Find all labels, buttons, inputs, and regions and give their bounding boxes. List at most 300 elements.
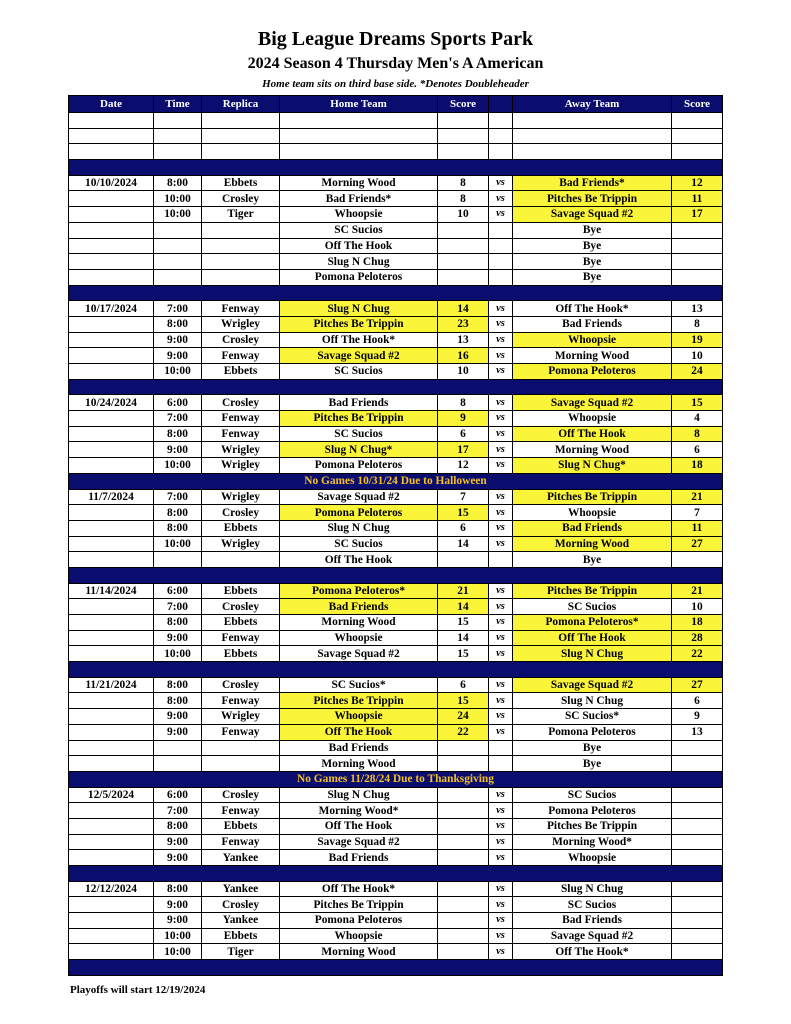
cell-vs: vs — [489, 615, 513, 631]
cell-away-score: 12 — [672, 175, 723, 191]
cell-date — [69, 458, 154, 474]
cell-home-team: Whoopsie — [280, 928, 438, 944]
cell-date — [69, 834, 154, 850]
separator-cell — [69, 285, 723, 301]
cell-home-score: 12 — [438, 458, 489, 474]
cell-away-score: 8 — [672, 426, 723, 442]
cell-away-team: Slug N Chug — [513, 693, 672, 709]
game-row — [69, 615, 723, 631]
cell-replica: Crosley — [202, 787, 280, 803]
cell-date — [69, 520, 154, 536]
cell-date — [69, 928, 154, 944]
bye-row — [69, 756, 723, 772]
game-row — [69, 489, 723, 505]
cell-away-score: 27 — [672, 536, 723, 552]
cell-away-team: Bad Friends* — [513, 175, 672, 191]
cell-home-team: Savage Squad #2 — [280, 646, 438, 662]
cell-time: 10:00 — [154, 458, 202, 474]
cell-time: 10:00 — [154, 944, 202, 960]
cell-replica — [202, 269, 280, 285]
cell-vs: vs — [489, 850, 513, 866]
cell-home-score: 22 — [438, 724, 489, 740]
cell-vs: vs — [489, 348, 513, 364]
cell-home-score — [438, 740, 489, 756]
blank-row — [69, 128, 723, 144]
cell-time: 9:00 — [154, 850, 202, 866]
cell-away-score: 7 — [672, 505, 723, 521]
cell-home-team: Slug N Chug — [280, 301, 438, 317]
cell-home-team: Pitches Be Trippin — [280, 316, 438, 332]
cell-home-score: 15 — [438, 646, 489, 662]
cell-replica: Ebbets — [202, 818, 280, 834]
cell-time: 6:00 — [154, 787, 202, 803]
cell-home-team: Savage Squad #2 — [280, 834, 438, 850]
cell-home-team: SC Sucios* — [280, 677, 438, 693]
cell-home-score: 10 — [438, 364, 489, 380]
cell-home-team: Pitches Be Trippin — [280, 411, 438, 427]
cell-vs: vs — [489, 191, 513, 207]
cell-away-score — [672, 113, 723, 129]
cell-replica: Fenway — [202, 834, 280, 850]
cell-time: 9:00 — [154, 630, 202, 646]
cell-date — [69, 128, 154, 144]
game-row — [69, 599, 723, 615]
cell-home-score — [438, 128, 489, 144]
cell-away-team: Bad Friends — [513, 913, 672, 929]
cell-home-team: Pomona Peloteros* — [280, 583, 438, 599]
separator-row — [69, 160, 723, 176]
cell-vs: vs — [489, 818, 513, 834]
cell-time: 7:00 — [154, 489, 202, 505]
cell-time: 9:00 — [154, 897, 202, 913]
cell-home-score — [438, 944, 489, 960]
cell-away-team: Savage Squad #2 — [513, 928, 672, 944]
cell-home-team — [280, 128, 438, 144]
cell-replica: Ebbets — [202, 615, 280, 631]
cell-home-score: 6 — [438, 520, 489, 536]
cell-time: 8:00 — [154, 881, 202, 897]
cell-date: 10/10/2024 — [69, 175, 154, 191]
cell-replica: Wrigley — [202, 709, 280, 725]
cell-vs — [489, 144, 513, 160]
cell-away-team: Bad Friends — [513, 316, 672, 332]
cell-away-team: SC Sucios — [513, 599, 672, 615]
cell-home-score — [438, 144, 489, 160]
game-row — [69, 411, 723, 427]
cell-replica: Crosley — [202, 897, 280, 913]
game-row — [69, 818, 723, 834]
cell-time — [154, 740, 202, 756]
footer-note: Playoffs will start 12/19/2024 — [70, 984, 206, 996]
cell-away-score: 24 — [672, 364, 723, 380]
cell-time: 10:00 — [154, 207, 202, 223]
cell-replica — [202, 238, 280, 254]
bye-row — [69, 254, 723, 270]
game-row — [69, 677, 723, 693]
cell-date — [69, 646, 154, 662]
cell-replica: Crosley — [202, 505, 280, 521]
col-header-away-team: Away Team — [513, 96, 672, 113]
cell-home-team: Morning Wood — [280, 756, 438, 772]
cell-date — [69, 411, 154, 427]
cell-vs: vs — [489, 944, 513, 960]
bye-row — [69, 552, 723, 568]
cell-vs — [489, 254, 513, 270]
cell-away-score: 27 — [672, 677, 723, 693]
cell-vs — [489, 113, 513, 129]
separator-row — [69, 567, 723, 583]
cell-replica: Ebbets — [202, 583, 280, 599]
cell-home-score — [438, 269, 489, 285]
cell-away-score — [672, 928, 723, 944]
cell-away-team: Bad Friends — [513, 520, 672, 536]
game-row — [69, 724, 723, 740]
cell-away-team: Pomona Peloteros — [513, 724, 672, 740]
cell-away-team: Savage Squad #2 — [513, 395, 672, 411]
cell-date — [69, 269, 154, 285]
cell-vs: vs — [489, 316, 513, 332]
cell-vs: vs — [489, 803, 513, 819]
cell-away-team — [513, 128, 672, 144]
cell-time — [154, 254, 202, 270]
cell-replica: Fenway — [202, 426, 280, 442]
game-row — [69, 505, 723, 521]
game-row — [69, 646, 723, 662]
cell-away-score — [672, 144, 723, 160]
cell-away-team: Bye — [513, 238, 672, 254]
cell-date — [69, 818, 154, 834]
cell-time: 10:00 — [154, 191, 202, 207]
cell-away-score: 6 — [672, 693, 723, 709]
cell-home-score — [438, 834, 489, 850]
cell-time — [154, 269, 202, 285]
cell-vs: vs — [489, 505, 513, 521]
cell-date — [69, 207, 154, 223]
cell-date — [69, 113, 154, 129]
cell-replica: Fenway — [202, 724, 280, 740]
col-header-home-score: Score — [438, 96, 489, 113]
separator-row — [69, 285, 723, 301]
game-row — [69, 301, 723, 317]
cell-away-score: 22 — [672, 646, 723, 662]
cell-home-score: 13 — [438, 332, 489, 348]
cell-home-score: 15 — [438, 693, 489, 709]
cell-away-score: 11 — [672, 520, 723, 536]
cell-date: 12/12/2024 — [69, 881, 154, 897]
cell-away-score — [672, 756, 723, 772]
cell-vs: vs — [489, 928, 513, 944]
cell-away-team: Off The Hook — [513, 426, 672, 442]
cell-away-team: Pitches Be Trippin — [513, 191, 672, 207]
schedule-body — [69, 113, 723, 976]
cell-vs: vs — [489, 442, 513, 458]
cell-replica — [202, 144, 280, 160]
game-row — [69, 834, 723, 850]
cell-date — [69, 552, 154, 568]
cell-away-team: Pomona Peloteros — [513, 803, 672, 819]
cell-replica — [202, 254, 280, 270]
cell-home-team: Bad Friends — [280, 850, 438, 866]
game-row — [69, 913, 723, 929]
cell-replica: Fenway — [202, 301, 280, 317]
cell-home-team: Pitches Be Trippin — [280, 693, 438, 709]
cell-away-team: Bye — [513, 269, 672, 285]
cell-away-team: Pitches Be Trippin — [513, 583, 672, 599]
separator-cell — [69, 960, 723, 976]
cell-date — [69, 724, 154, 740]
cell-away-team: Slug N Chug* — [513, 458, 672, 474]
cell-away-team — [513, 113, 672, 129]
cell-away-team: Off The Hook* — [513, 944, 672, 960]
cell-vs: vs — [489, 646, 513, 662]
cell-time: 7:00 — [154, 599, 202, 615]
col-header-time: Time — [154, 96, 202, 113]
cell-time: 6:00 — [154, 395, 202, 411]
cell-home-score — [438, 818, 489, 834]
cell-time: 8:00 — [154, 505, 202, 521]
cell-home-score — [438, 850, 489, 866]
bye-row — [69, 269, 723, 285]
cell-away-score — [672, 913, 723, 929]
game-row — [69, 583, 723, 599]
cell-away-team: Whoopsie — [513, 332, 672, 348]
cell-time: 10:00 — [154, 646, 202, 662]
cell-date — [69, 897, 154, 913]
cell-home-score: 9 — [438, 411, 489, 427]
cell-away-score: 10 — [672, 348, 723, 364]
cell-vs — [489, 269, 513, 285]
game-row — [69, 693, 723, 709]
cell-home-score: 14 — [438, 536, 489, 552]
cell-time: 9:00 — [154, 442, 202, 458]
cell-replica: Fenway — [202, 348, 280, 364]
cell-time: 8:00 — [154, 677, 202, 693]
separator-cell — [69, 866, 723, 882]
cell-home-team: Morning Wood — [280, 944, 438, 960]
blank-row — [69, 144, 723, 160]
cell-home-score — [438, 803, 489, 819]
cell-time: 8:00 — [154, 818, 202, 834]
cell-time — [154, 238, 202, 254]
game-row — [69, 787, 723, 803]
cell-home-score: 14 — [438, 630, 489, 646]
cell-home-team: SC Sucios — [280, 426, 438, 442]
cell-away-team: Morning Wood — [513, 348, 672, 364]
cell-time: 9:00 — [154, 724, 202, 740]
cell-home-team: Bad Friends — [280, 740, 438, 756]
col-header-replica: Replica — [202, 96, 280, 113]
cell-vs: vs — [489, 897, 513, 913]
cell-time — [154, 128, 202, 144]
cell-date — [69, 693, 154, 709]
cell-home-team: SC Sucios — [280, 364, 438, 380]
cell-home-team: Slug N Chug — [280, 787, 438, 803]
cell-away-score: 10 — [672, 599, 723, 615]
cell-time — [154, 144, 202, 160]
cell-replica — [202, 756, 280, 772]
cell-date — [69, 191, 154, 207]
cell-time: 10:00 — [154, 364, 202, 380]
cell-time: 8:00 — [154, 175, 202, 191]
separator-row — [69, 379, 723, 395]
cell-away-team: SC Sucios — [513, 787, 672, 803]
cell-away-team: Morning Wood* — [513, 834, 672, 850]
cell-home-team: Bad Friends* — [280, 191, 438, 207]
cell-time: 8:00 — [154, 316, 202, 332]
cell-replica — [202, 740, 280, 756]
cell-away-team: Bye — [513, 222, 672, 238]
cell-home-team — [280, 113, 438, 129]
cell-away-score: 21 — [672, 489, 723, 505]
game-row — [69, 944, 723, 960]
cell-home-score: 15 — [438, 615, 489, 631]
cell-date: 11/7/2024 — [69, 489, 154, 505]
game-row — [69, 536, 723, 552]
cell-replica: Crosley — [202, 677, 280, 693]
cell-home-score — [438, 928, 489, 944]
cell-home-score: 14 — [438, 301, 489, 317]
cell-home-score — [438, 897, 489, 913]
cell-vs — [489, 128, 513, 144]
game-row — [69, 395, 723, 411]
cell-replica: Ebbets — [202, 175, 280, 191]
cell-away-team: Whoopsie — [513, 411, 672, 427]
cell-vs — [489, 222, 513, 238]
cell-away-team: Bye — [513, 552, 672, 568]
cell-home-team: Slug N Chug — [280, 520, 438, 536]
blank-row — [69, 113, 723, 129]
table-header-row — [69, 96, 723, 113]
cell-date — [69, 442, 154, 458]
cell-time: 7:00 — [154, 411, 202, 427]
col-header-vs — [489, 96, 513, 113]
cell-time: 9:00 — [154, 913, 202, 929]
cell-away-score — [672, 254, 723, 270]
cell-vs: vs — [489, 520, 513, 536]
cell-vs — [489, 740, 513, 756]
cell-time: 9:00 — [154, 834, 202, 850]
cell-home-score — [438, 254, 489, 270]
cell-away-team: Morning Wood — [513, 442, 672, 458]
cell-vs: vs — [489, 913, 513, 929]
col-header-home-team: Home Team — [280, 96, 438, 113]
cell-away-team: Bye — [513, 756, 672, 772]
game-row — [69, 458, 723, 474]
cell-away-score — [672, 552, 723, 568]
cell-home-team: Whoopsie — [280, 630, 438, 646]
cell-date: 12/5/2024 — [69, 787, 154, 803]
separator-row — [69, 662, 723, 678]
header-note: Home team sits on third base side. *Denotes Doubleheader — [262, 78, 529, 90]
cell-replica: Wrigley — [202, 316, 280, 332]
cell-vs: vs — [489, 458, 513, 474]
cell-home-score — [438, 881, 489, 897]
cell-away-score: 9 — [672, 709, 723, 725]
cell-date — [69, 756, 154, 772]
cell-date: 10/24/2024 — [69, 395, 154, 411]
cell-replica: Ebbets — [202, 646, 280, 662]
cell-away-score: 15 — [672, 395, 723, 411]
cell-home-score: 6 — [438, 677, 489, 693]
notice-row — [69, 771, 723, 787]
cell-replica: Crosley — [202, 599, 280, 615]
cell-home-score: 8 — [438, 175, 489, 191]
cell-away-score — [672, 834, 723, 850]
cell-date — [69, 505, 154, 521]
cell-time: 8:00 — [154, 426, 202, 442]
cell-time — [154, 756, 202, 772]
cell-away-score: 28 — [672, 630, 723, 646]
cell-vs: vs — [489, 599, 513, 615]
cell-away-score — [672, 269, 723, 285]
cell-away-score — [672, 881, 723, 897]
cell-home-team: Morning Wood — [280, 175, 438, 191]
cell-time: 6:00 — [154, 583, 202, 599]
cell-away-team: Whoopsie — [513, 850, 672, 866]
cell-home-team: SC Sucios — [280, 222, 438, 238]
cell-away-team: Slug N Chug — [513, 646, 672, 662]
cell-replica: Tiger — [202, 944, 280, 960]
game-row — [69, 316, 723, 332]
cell-date — [69, 222, 154, 238]
cell-away-team: Whoopsie — [513, 505, 672, 521]
cell-home-team: Bad Friends — [280, 395, 438, 411]
cell-home-score: 16 — [438, 348, 489, 364]
cell-home-team: Morning Wood — [280, 615, 438, 631]
cell-date — [69, 740, 154, 756]
page-title: Big League Dreams Sports Park — [257, 28, 534, 50]
cell-replica: Fenway — [202, 630, 280, 646]
cell-home-team: Pomona Peloteros — [280, 269, 438, 285]
cell-away-team: Bye — [513, 254, 672, 270]
cell-away-team — [513, 144, 672, 160]
cell-replica: Crosley — [202, 332, 280, 348]
cell-home-team: Off The Hook — [280, 818, 438, 834]
cell-away-score: 21 — [672, 583, 723, 599]
cell-replica: Crosley — [202, 191, 280, 207]
cell-replica — [202, 222, 280, 238]
cell-replica: Tiger — [202, 207, 280, 223]
cell-date — [69, 316, 154, 332]
notice-text: No Games 11/28/24 Due to Thanksgiving — [69, 771, 723, 787]
cell-vs: vs — [489, 364, 513, 380]
cell-date — [69, 944, 154, 960]
game-row — [69, 426, 723, 442]
notice-row — [69, 473, 723, 489]
cell-vs: vs — [489, 881, 513, 897]
cell-time — [154, 222, 202, 238]
cell-home-score — [438, 113, 489, 129]
cell-time: 9:00 — [154, 332, 202, 348]
cell-time — [154, 113, 202, 129]
cell-replica: Fenway — [202, 411, 280, 427]
cell-away-team: Pomona Peloteros — [513, 364, 672, 380]
game-row — [69, 364, 723, 380]
cell-away-score: 8 — [672, 316, 723, 332]
cell-date — [69, 254, 154, 270]
cell-date: 11/14/2024 — [69, 583, 154, 599]
cell-replica: Crosley — [202, 395, 280, 411]
cell-away-score: 17 — [672, 207, 723, 223]
cell-date — [69, 630, 154, 646]
cell-vs: vs — [489, 536, 513, 552]
cell-vs: vs — [489, 693, 513, 709]
cell-home-team: Off The Hook — [280, 724, 438, 740]
cell-home-score: 21 — [438, 583, 489, 599]
cell-date — [69, 364, 154, 380]
cell-away-team: Off The Hook — [513, 630, 672, 646]
cell-vs: vs — [489, 332, 513, 348]
